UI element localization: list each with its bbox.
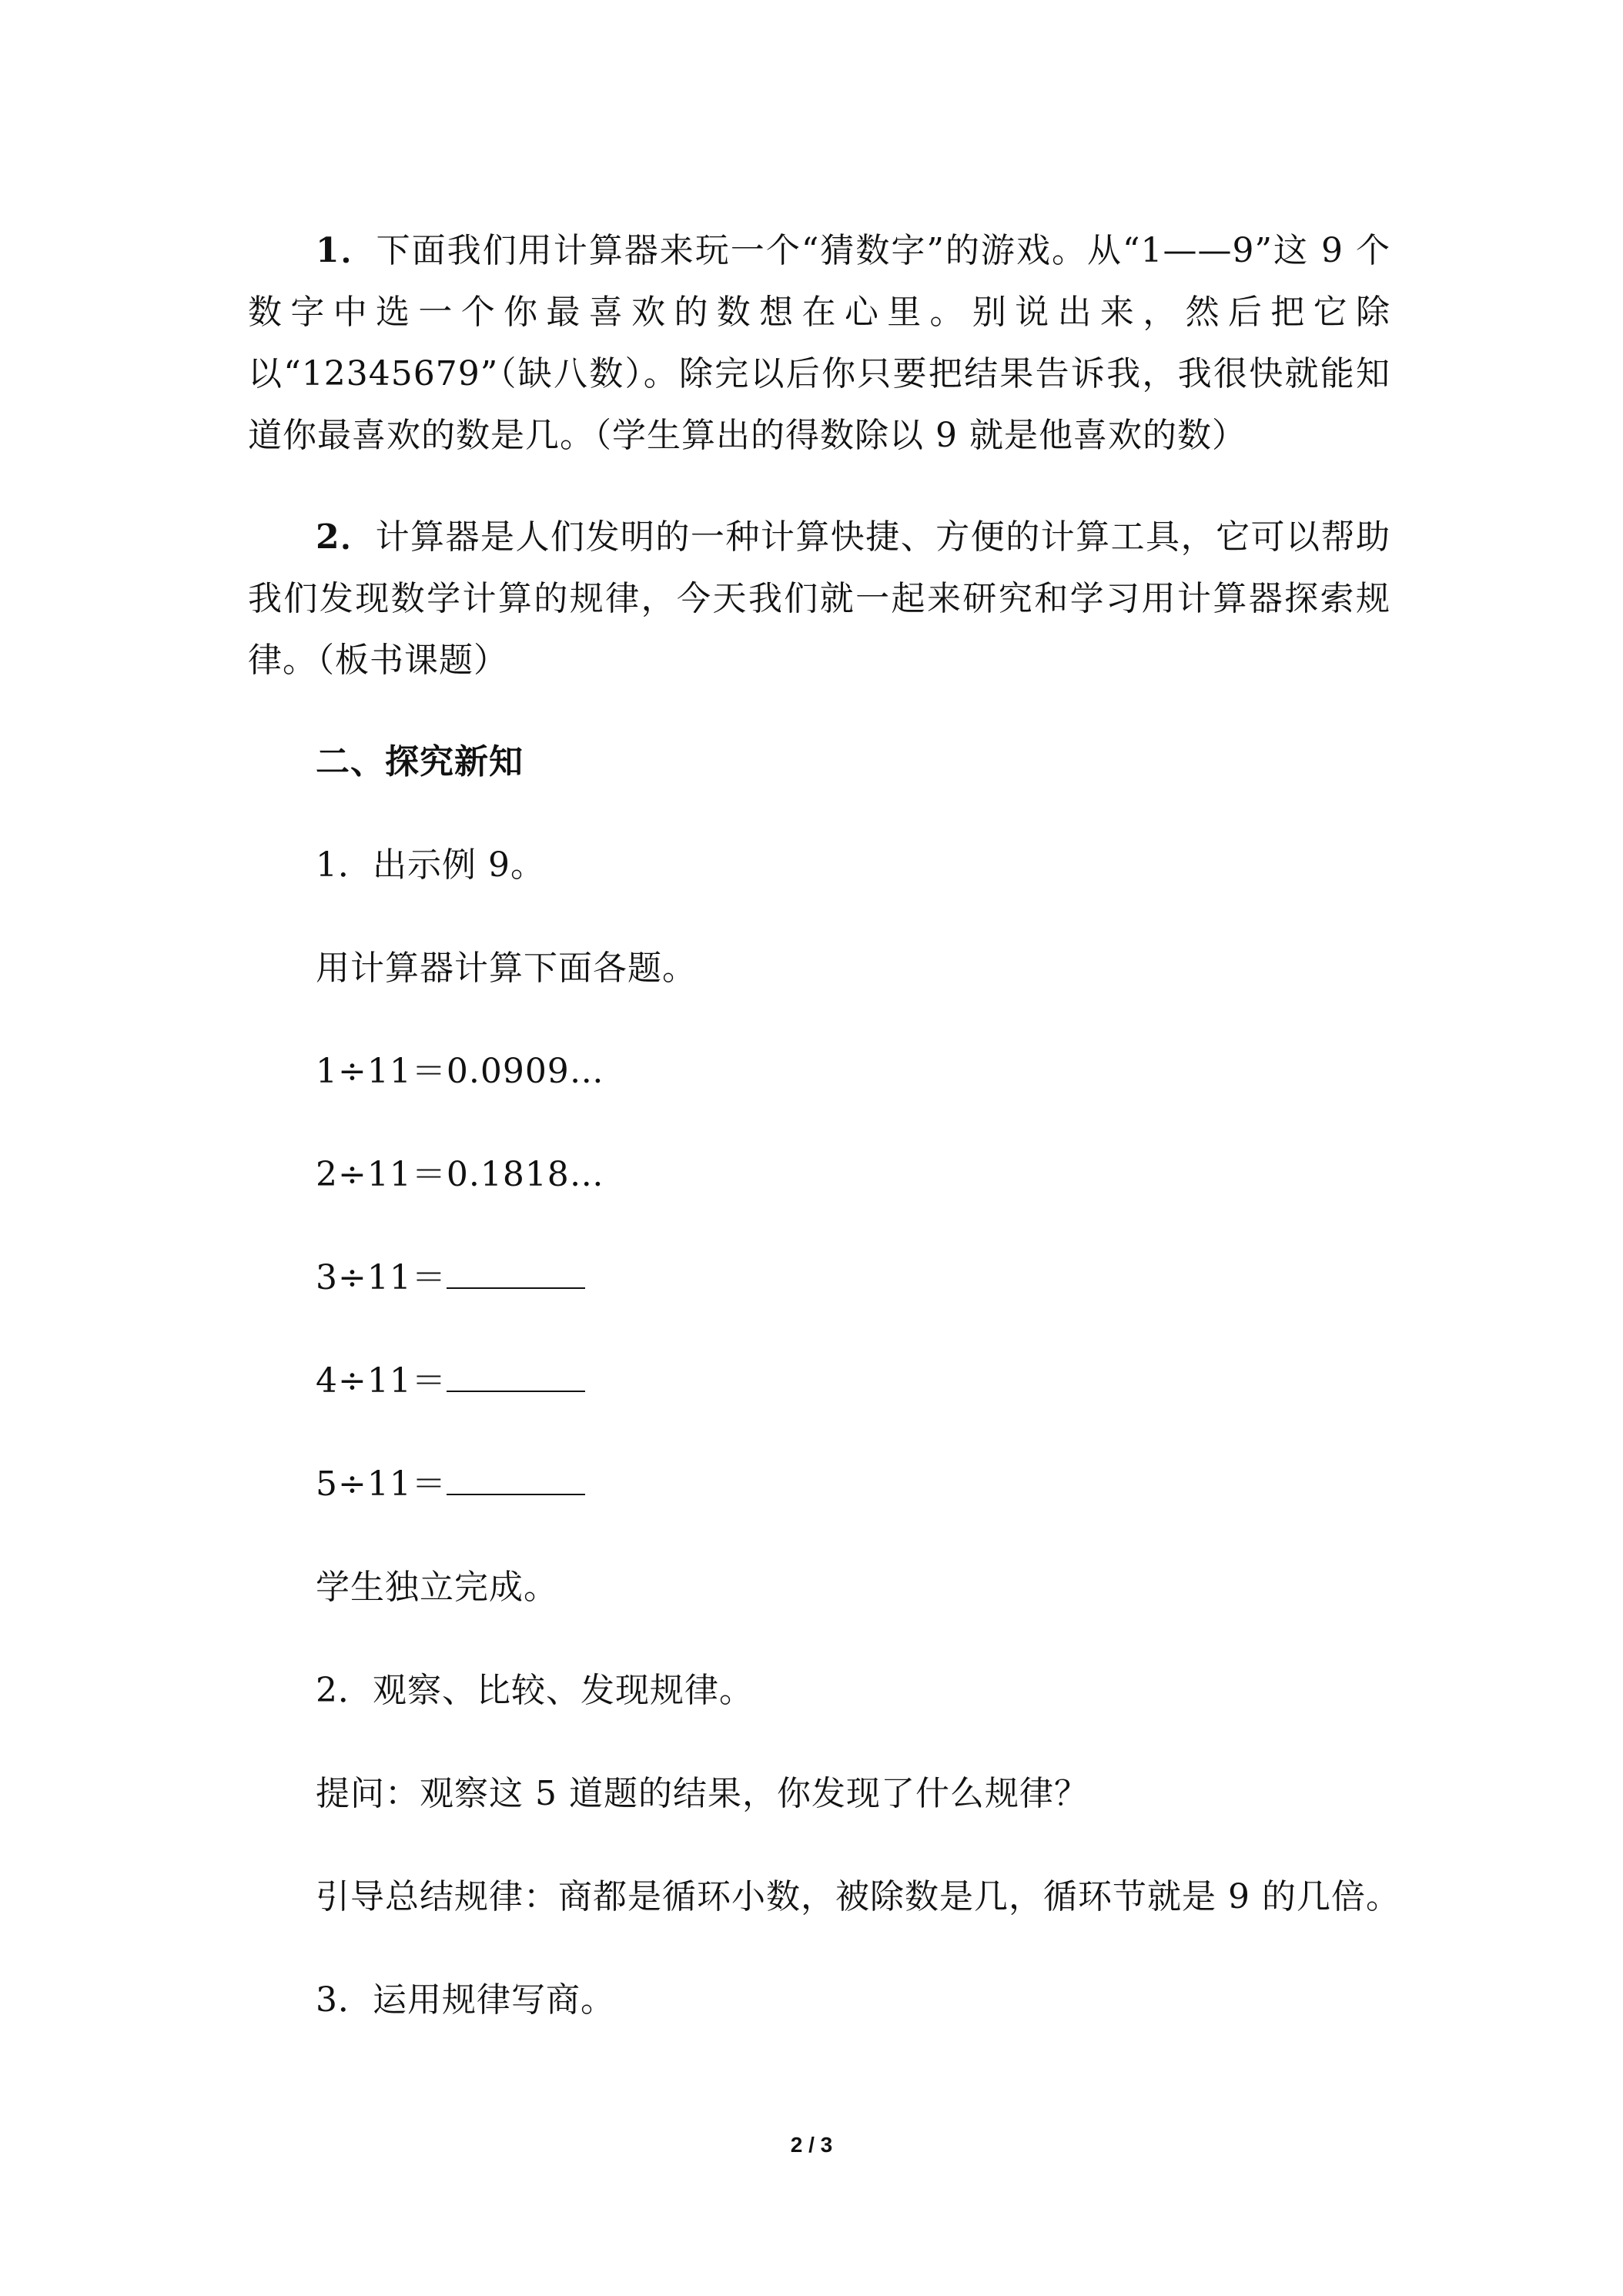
example-item-1: [248, 835, 1390, 896]
example-item-2: [248, 1660, 1390, 1722]
answer-blank: [447, 1260, 585, 1289]
item-number: 3．: [316, 1980, 373, 2020]
student-work-note: 学生独立完成。: [316, 1568, 558, 1607]
item-text: 出示例 9。: [373, 845, 545, 885]
paragraph-number: 1．: [316, 231, 376, 270]
intro-paragraph-1: [248, 220, 1390, 467]
page-number: 2 / 3: [790, 2133, 833, 2157]
equation-4: [248, 1350, 1390, 1412]
instruction-text: 用计算器计算下面各题。: [316, 949, 697, 988]
equation-2: 2÷11＝0.1818…: [316, 1155, 604, 1194]
item-number: 2．: [316, 1671, 373, 1710]
answer-blank: [447, 1466, 585, 1495]
equation-text: 3÷11＝: [316, 1258, 447, 1297]
page-content: [248, 220, 1400, 2031]
question-text: 提问：观察这 5 道题的结果，你发现了什么规律？: [316, 1774, 1089, 1813]
item-number: 1．: [316, 845, 373, 885]
paragraph-text: 下面我们用计算器来玩一个“猜数字”的游戏。从“1——9”这 9 个数字中选一个你最喜欢的数想在心里。别说出来，然后把它除以“12345679”（缺八数）。除完以后你只要把结果告诉我，我很快就能知道你最喜欢的数是几。（学生算出的得数除以 9 就是他喜欢的数）: [248, 231, 1390, 455]
guide-text: 引导总结规律：商都是循环小数，被除数是几，循环节就是 9 的几倍。: [316, 1877, 1400, 1916]
equation-3: [248, 1247, 1390, 1309]
item-text: 观察、比较、发现规律。: [373, 1671, 754, 1710]
example-item-3: [248, 1970, 1390, 2031]
answer-blank: [447, 1363, 585, 1392]
paragraph-text: 计算器是人们发明的一种计算快捷、方便的计算工具，它可以帮助我们发现数学计算的规律，今天我们就一起来研究和学习用计算器探索规律。（板书课题）: [248, 517, 1390, 680]
item-text: 运用规律写商。: [373, 1980, 615, 2020]
equation-text: 4÷11＝: [316, 1361, 447, 1401]
paragraph-number: 2．: [316, 517, 376, 557]
section-heading: 二、探究新知: [316, 742, 524, 782]
equation-5: [248, 1454, 1390, 1515]
equation-text: 5÷11＝: [316, 1464, 447, 1504]
equation-1: 1÷11＝0.0909…: [316, 1052, 604, 1091]
intro-paragraph-2: [248, 507, 1390, 691]
